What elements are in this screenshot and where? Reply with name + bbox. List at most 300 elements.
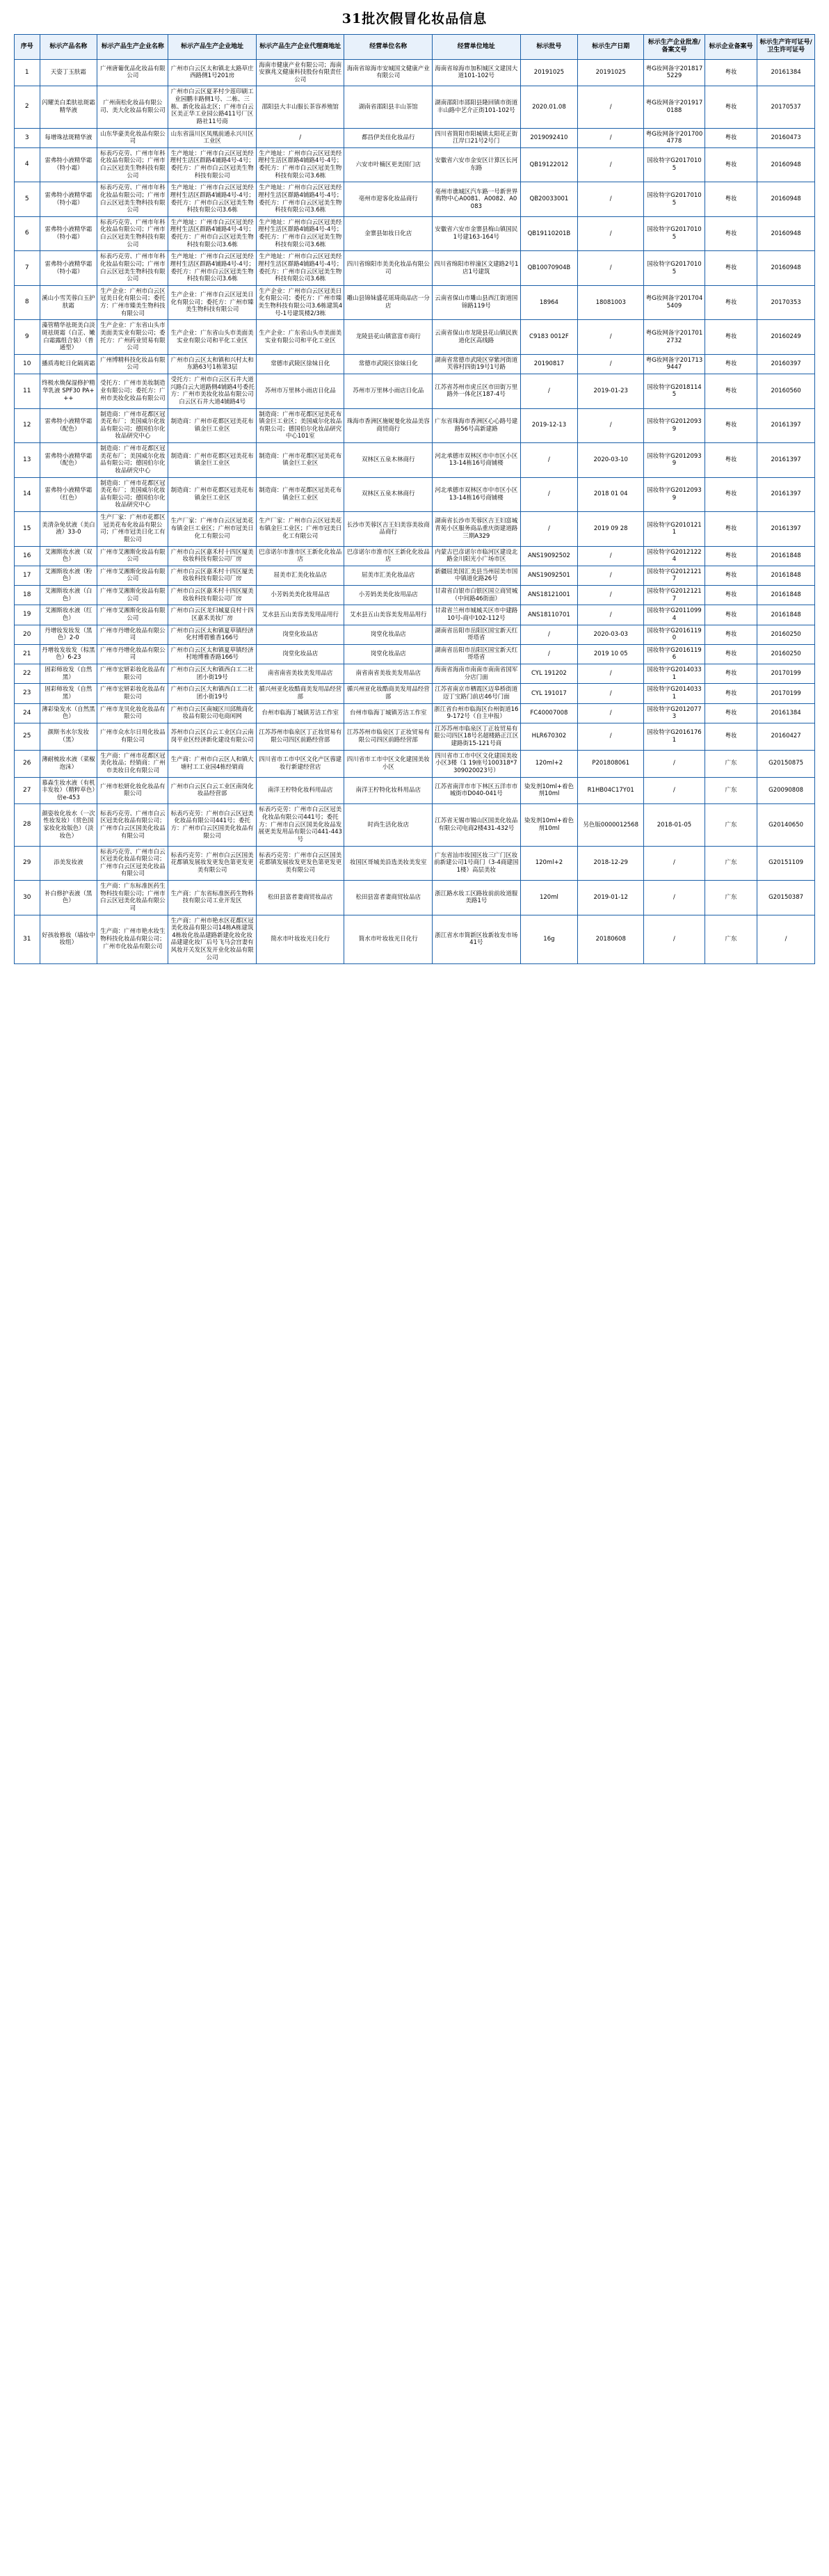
cell-maker-address: 苏州市白云区白云工业区白云南岗平业区经济新化建设有限公司 [168, 723, 257, 750]
cell-maker-address: 制造商：广州市花都区冠美花布镇金巨工业区 [168, 408, 257, 443]
cell-agent-address: 制造商：广州市花都区冠美花布镇金巨工业区；美国威尔化妆品有限公司；德国伯尔化妆品研究中心101室 [256, 408, 344, 443]
cosmetics-table [14, 34, 815, 964]
col-header-license: 标示生产许可证号/卫生许可证号 [757, 35, 815, 60]
table-row [15, 512, 815, 547]
cell-record-number: 粤妆 [705, 86, 757, 128]
cell-agent-address: 艾水县五山美容美发用品用行 [256, 605, 344, 625]
cell-approval-number: 国妆特字G20181145 [644, 374, 705, 409]
cell-seller-address: 湖南省常德市武陵区穿紫河街道芙蓉村四街19号1号路 [433, 354, 521, 374]
cell-row-index: 8 [15, 285, 40, 320]
cell-seller-name: 常德市武陵区徐妹日化 [344, 354, 433, 374]
cell-maker-name: 广州市龙贝化妆化妆品有限公司 [97, 703, 168, 723]
table-row [15, 285, 815, 320]
cell-batch-number: / [520, 443, 578, 478]
cell-row-index: 5 [15, 182, 40, 217]
table-row [15, 374, 815, 409]
cell-maker-address: 标表巧克劳：广州市白云区冠美化妆品有限公司441号；委托方：广州市白云区国美化妆品有限公司 [168, 804, 257, 846]
cell-agent-address: 邵阳县大丰山服长茶容养殖馆 [256, 86, 344, 128]
table-row [15, 644, 815, 664]
cell-production-date: 2020-03-10 [578, 443, 644, 478]
cell-approval-number: 国妆特字G20140331 [644, 684, 705, 703]
cell-agent-address: 生产企业：广州市白云区冠美日化有限公司；委托方：广州市臻美生物科技有限公司3.6栋建筑4号-1号建筑楼2/3栋 [256, 285, 344, 320]
cell-license-number: 20161848 [757, 586, 815, 605]
cell-record-number: 粤妆 [705, 374, 757, 409]
cell-agent-address: 南省南省美妆美发用品店 [256, 664, 344, 684]
cell-seller-address: 甘肃省兰州市城城关区市中建路10号-商中102-112号 [433, 605, 521, 625]
cell-production-date: 2019-01-12 [578, 881, 644, 915]
cell-product-name: 固彩师妆发（自然黑） [40, 664, 97, 684]
cell-license-number: 20170537 [757, 86, 815, 128]
cell-batch-number: QB19110201B [520, 216, 578, 251]
cell-production-date: / [578, 182, 644, 217]
cell-license-number: G20140650 [757, 804, 815, 846]
cell-agent-address: 常德市武陵区徐妹日化 [256, 354, 344, 374]
table-row [15, 586, 815, 605]
cell-maker-address: 山东省淄川区凤凰前通永兴川区工业区 [168, 128, 257, 147]
cell-seller-name: 亳州市迎客化妆品商行 [344, 182, 433, 217]
col-header-maker-address: 标示产品生产企业地址 [168, 35, 257, 60]
cell-approval-number: 国妆特字G20170105 [644, 216, 705, 251]
cell-license-number: 20161384 [757, 703, 815, 723]
cell-seller-address: 河北承德市双林区市中市区小区13-14栋16号商铺楼 [433, 443, 521, 478]
cell-record-number: 粤妆 [705, 664, 757, 684]
cell-license-number: 20161848 [757, 566, 815, 585]
cell-maker-name: 标表巧克劳、广州市年科化妆品有限公司；广州市白云区冠美生物科技有限公司 [97, 182, 168, 217]
cell-record-number: 粤妆 [705, 644, 757, 664]
cell-seller-name: 四川省绵阳市美美化妆品有限公司 [344, 251, 433, 286]
cell-seller-address: 广东省珠海市香洲区心心路号建路56号高新建路 [433, 408, 521, 443]
cell-batch-number: QB19122012 [520, 147, 578, 182]
cell-license-number: 20160560 [757, 374, 815, 409]
cell-approval-number: 国妆特字G20161190 [644, 625, 705, 644]
cell-agent-address: 制造商：广州市花都区冠美花布镇金巨工业区 [256, 443, 344, 478]
cell-production-date: / [578, 703, 644, 723]
cell-record-number: 粤妆 [705, 586, 757, 605]
table-row [15, 477, 815, 512]
col-header-index: 序号 [15, 35, 40, 60]
col-header-batch: 标示批号 [520, 35, 578, 60]
table-row [15, 846, 815, 881]
cell-product-name: 终极水焕保湿修护精华乳液 SPF30 PA+++ [40, 374, 97, 409]
cell-production-date: 另色版0000012568 [578, 804, 644, 846]
cell-agent-address: 岗堂化妆品店 [256, 644, 344, 664]
table-row [15, 750, 815, 777]
cell-maker-name: 生产商：广州市花都区冠美化妆品；经销商：广州市美妆日化有限公司 [97, 750, 168, 777]
cell-row-index: 20 [15, 625, 40, 644]
col-header-seller-address: 经营单位地址 [433, 35, 521, 60]
table-body [15, 59, 815, 964]
col-header-production-date: 标示生产日期 [578, 35, 644, 60]
cell-record-number: 粤妆 [705, 408, 757, 443]
cell-batch-number: 2019092410 [520, 128, 578, 147]
cell-maker-name: 生产厂家：广州市花都区冠美花布化妆品有限公司；广州市冠美日化工有限公司 [97, 512, 168, 547]
cell-license-number: G20150875 [757, 750, 815, 777]
cell-record-number: 粤妆 [705, 251, 757, 286]
cell-license-number: 20160250 [757, 625, 815, 644]
cell-batch-number: / [520, 374, 578, 409]
cell-record-number: 粤妆 [705, 182, 757, 217]
cell-batch-number: C9183 0012F [520, 320, 578, 355]
cell-product-name: 固彩师妆发（自然黑） [40, 684, 97, 703]
cell-agent-address: 海南市健康产业有限公司；海南安旗兆文健康科技股份有限责任公司 [256, 59, 344, 86]
cell-approval-number: 国妆特字G20120939 [644, 408, 705, 443]
col-header-agent-address: 标示产品生产企业代理商地址 [256, 35, 344, 60]
cell-maker-address: 广州市白云区嘉禾村十四区厦美妆妆科技有限公司厂房 [168, 566, 257, 585]
cell-product-name: 薄彩染发水（自然黑色） [40, 703, 97, 723]
cell-maker-name: 山东华豪美化妆品有限公司 [97, 128, 168, 147]
cell-approval-number: 国妆特字G20170105 [644, 251, 705, 286]
cell-product-name: 溪山小雪芙蓉白玉护肤霜 [40, 285, 97, 320]
cell-seller-name: 六安市叶楠区更美国门店 [344, 147, 433, 182]
cell-row-index: 18 [15, 586, 40, 605]
cell-license-number: 20170199 [757, 684, 815, 703]
cell-record-number: 粤妆 [705, 684, 757, 703]
table-row [15, 546, 815, 566]
cell-row-index: 31 [15, 915, 40, 964]
cell-product-name: 颜斯书水尔发妆（黑） [40, 723, 97, 750]
table-row [15, 182, 815, 217]
cell-approval-number: / [644, 846, 705, 881]
cell-row-index: 3 [15, 128, 40, 147]
cell-seller-name: 南省南省美妆美发用品店 [344, 664, 433, 684]
cell-seller-name: 双林区五泉木林商行 [344, 443, 433, 478]
cell-seller-name: 小芳妈美美化妆用品店 [344, 586, 433, 605]
cell-batch-number: QB10070904B [520, 251, 578, 286]
cell-record-number: 粤妆 [705, 320, 757, 355]
cell-license-number: 20170199 [757, 664, 815, 684]
cell-seller-name: 岗堂化妆品店 [344, 644, 433, 664]
table-row [15, 128, 815, 147]
cell-agent-address: 生产地址：广州市白云区冠美经理村生活区群路4铺路4号-4号；委托方：广州市白云区冠美生物科技有限公司3.6栋 [256, 147, 344, 182]
cell-seller-address: 海南省琼海市加积城区文建国大道101-102号 [433, 59, 521, 86]
cell-product-name: 薄耐梳妆水液（菜椒泡沫） [40, 750, 97, 777]
cell-batch-number: 2019-12-13 [520, 408, 578, 443]
cell-batch-number: ANS19092501 [520, 566, 578, 585]
cell-maker-address: 广州市白云区太和镇夏草镇经济村地博雅香路166号 [168, 644, 257, 664]
cell-batch-number: / [520, 512, 578, 547]
cell-agent-address: 岗堂化妆品店 [256, 625, 344, 644]
cell-agent-address: 四川省市工市中区文化产区蓉建妆行新建经营店 [256, 750, 344, 777]
cell-approval-number: / [644, 881, 705, 915]
cell-maker-address: 广州市白云区南城区川邱熊商化妆品有限公司电商闲网 [168, 703, 257, 723]
table-row [15, 605, 815, 625]
cell-maker-name: 广州市艾湘斯化妆品有限公司 [97, 546, 168, 566]
cell-production-date: 2018-12-29 [578, 846, 644, 881]
cell-product-name: 艾湘斯妆水液（白色） [40, 586, 97, 605]
cell-seller-address: 安徽省六安市金寨县梅山镇国民1号建163-164号 [433, 216, 521, 251]
cell-row-index: 13 [15, 443, 40, 478]
cell-maker-address: 标表巧克劳：广州市白云区国美花都镇发展妆发更发色第更发更美有限公司 [168, 846, 257, 881]
table-row [15, 147, 815, 182]
cell-license-number: / [757, 915, 815, 964]
cell-product-name: 天姿丁玉肤霜 [40, 59, 97, 86]
page-title: 31批次假冒化妆品信息 [341, 11, 488, 26]
cell-record-number: 粤妆 [705, 546, 757, 566]
cell-production-date: 2019 09 28 [578, 512, 644, 547]
cell-maker-name: 生产商：广州市艳水妆生物科技化妆品有限公司；广州市化妆品有限公司 [97, 915, 168, 964]
cell-maker-name: 广州市丹增化妆品有限公司 [97, 644, 168, 664]
table-row [15, 625, 815, 644]
cell-maker-name: 标表巧克劳、广州市年科化妆品有限公司；广州市白云区冠美生物科技有限公司 [97, 216, 168, 251]
cell-batch-number: 16g [520, 915, 578, 964]
cell-row-index: 26 [15, 750, 40, 777]
cell-row-index: 9 [15, 320, 40, 355]
cell-license-number: 20161397 [757, 477, 815, 512]
cell-row-index: 2 [15, 86, 40, 128]
cell-seller-name: 都昌伊美佳化妆品行 [344, 128, 433, 147]
cell-maker-address: 广州市白云区嘉禾村十四区厦美妆妆科技有限公司厂房 [168, 586, 257, 605]
table-row [15, 881, 815, 915]
cell-production-date: / [578, 147, 644, 182]
cell-production-date: / [578, 354, 644, 374]
cell-seller-name: 妆国区哥城美沿选美妆美发室 [344, 846, 433, 881]
cell-product-name: 雷弗特小液精华霜（配色） [40, 443, 97, 478]
cell-maker-address: 广州市白云区夏茅村少莲印刷工业园鹏丰路侧1号、二栋、三栋、新化妆品北区；广州市白云区美正华工业园公路411号厂区路社11号商 [168, 86, 257, 128]
cell-batch-number: 120ml [520, 881, 578, 915]
cell-seller-address: 湖南省长沙市芙蓉区吉王妇富城青苑小区服务商品重庆街建道路三期A329 [433, 512, 521, 547]
table-row [15, 59, 815, 86]
cell-batch-number: 18964 [520, 285, 578, 320]
cell-seller-address: 江苏省苏州市虎丘区市田街万里路外一体化区187-4号 [433, 374, 521, 409]
cell-license-number: 20160948 [757, 251, 815, 286]
cell-product-name: 雷弗特小液精华霜（特小霜） [40, 251, 97, 286]
cell-maker-name: 生产企业：广州市白云区冠美日化有限公司；委托方：广州市臻美生物科技有限公司 [97, 285, 168, 320]
cell-maker-name: 受托方：广州市美妆制造业有限公司；委托方：广州市美妆化妆品有限公司 [97, 374, 168, 409]
cell-product-name: 美清杂免状液（美白液）33-0 [40, 512, 97, 547]
cell-record-number: 粤妆 [705, 477, 757, 512]
cell-seller-name: 时尚生活化妆店 [344, 804, 433, 846]
cell-seller-name: 岗堂化妆品店 [344, 625, 433, 644]
cell-maker-name: 广州南松化妆品有限公司、美大化妆品有限公司 [97, 86, 168, 128]
cell-maker-address: 广州市白云区太和镇夏草镇经济化村博碧雅香166号 [168, 625, 257, 644]
cell-seller-name: 江苏苏州市临泉区丁正妆贸易有限公司四区前路经营部 [344, 723, 433, 750]
cell-record-number: 广东 [705, 881, 757, 915]
cell-license-number: G20150387 [757, 881, 815, 915]
cell-seller-name: 双林区五泉木林商行 [344, 477, 433, 512]
cell-product-name: 慕森生妆水液（有机丰发妆）（精粹草色）倍e-453 [40, 777, 97, 804]
cell-batch-number: 20191025 [520, 59, 578, 86]
cell-maker-name: 广州市众水尔日用化妆品有限公司 [97, 723, 168, 750]
header-row [15, 35, 815, 60]
cell-seller-name: 南洋王柠特化妆科用品店 [344, 777, 433, 804]
cell-row-index: 14 [15, 477, 40, 512]
cell-license-number: 20170353 [757, 285, 815, 320]
cell-record-number: 广东 [705, 915, 757, 964]
cell-approval-number: 国妆特字G20120939 [644, 443, 705, 478]
cell-seller-address: 浙江路水妆工区路妆前前妆道服美路1号 [433, 881, 521, 915]
cell-product-name: 雷弗特小液精华霜（特小霜） [40, 147, 97, 182]
cell-production-date: / [578, 546, 644, 566]
cell-maker-address: 生产地址：广州市白云区冠美经理村生活区群路4铺路4号-4号；委托方：广州市白云区冠美生物科技有限公司 [168, 147, 257, 182]
cell-maker-name: 广州市丹增化妆品有限公司 [97, 625, 168, 644]
cell-production-date: / [578, 86, 644, 128]
cell-maker-address: 广州市白云区白云工业区南岗化妆品经营部 [168, 777, 257, 804]
cell-agent-address: 生产企业：广东省山头市美面美实业有限公司和平化工业区 [256, 320, 344, 355]
cell-maker-name: 标表巧克劳、广州市年科化妆品有限公司；广州市白云区冠美生物科技有限公司 [97, 251, 168, 286]
cell-row-index: 15 [15, 512, 40, 547]
cell-seller-name: 雕山县锦妹盛花瑶琦商品店一分店 [344, 285, 433, 320]
cell-license-number: 20161397 [757, 443, 815, 478]
cell-seller-address: 海南省海南市南南市南南省国军分店门面 [433, 664, 521, 684]
cell-seller-address: 亳州市谯城区汽车路一号新世界购物中心A0081、A0082、A0083 [433, 182, 521, 217]
cell-batch-number: 20190817 [520, 354, 578, 374]
cell-agent-address: 制造商：广州市花都区冠美花布镇金巨工业区 [256, 477, 344, 512]
cell-license-number: 20160948 [757, 182, 815, 217]
cell-license-number: 20160250 [757, 644, 815, 664]
cell-production-date: / [578, 605, 644, 625]
cell-row-index: 4 [15, 147, 40, 182]
cell-agent-address: 台州市临海丁城镇芳洁工作室 [256, 703, 344, 723]
cell-product-name: 好孩妆修妆（墙妆中妆组） [40, 915, 97, 964]
cell-maker-name: 标表巧克劳、广州市白云区冠美化妆品有限公司；广州市白云区国美化妆品有限公司 [97, 804, 168, 846]
cell-seller-name: 简水市叶妆妆光日化行 [344, 915, 433, 964]
cell-maker-name: 广州市松妍化妆化妆品有限公司 [97, 777, 168, 804]
cell-maker-address: 生产地址：广州市白云区冠美经理村生活区群路4铺路4号-4号；委托方：广州市白云区冠美生物科技有限公司3.6栋 [168, 216, 257, 251]
cell-maker-name: 广州市艾湘斯化妆品有限公司 [97, 586, 168, 605]
cell-product-name: 雷弗特小液精华霜（特小霜） [40, 216, 97, 251]
cell-product-name: 闪耀美白柔肤祛斑霜精华液 [40, 86, 97, 128]
cell-seller-address: 内蒙古巴彦诺尔市临河区建设北路金川阳光小广场市区 [433, 546, 521, 566]
cell-agent-address: 简水市叶妆妆光日化行 [256, 915, 344, 964]
cell-product-name: 藻管精华祛斑美白淡斑祛斑霜（白芷、嫩白霜露组合装）（普通型） [40, 320, 97, 355]
cell-approval-number: 国妆特字G20120773 [644, 703, 705, 723]
cell-agent-address: 巴彦诺尔市淮市区王新化化妆品店 [256, 546, 344, 566]
cell-seller-address: 四川省市工市中区文化建国美妆小区3楼（1 19座号100318*7309020023号） [433, 750, 521, 777]
cell-batch-number: FC40007008 [520, 703, 578, 723]
cell-row-index: 12 [15, 408, 40, 443]
cell-maker-name: 制造商：广州市花都区冠美花布厂；美国威尔化妆品有限公司；德国伯尔化妆品研究中心 [97, 408, 168, 443]
table-row [15, 664, 815, 684]
cell-production-date: R1HB04C17Y01 [578, 777, 644, 804]
cell-seller-name: 四川省市工市中区文化建国美妆小区 [344, 750, 433, 777]
cell-row-index: 25 [15, 723, 40, 750]
cell-seller-address: 江苏省南京市栖霞区迈皋桥街道迈丁宝路门前店46号门面 [433, 684, 521, 703]
table-row [15, 566, 815, 585]
cell-row-index: 7 [15, 251, 40, 286]
table-row [15, 777, 815, 804]
cell-agent-address: 屈美市汇美化妆品店 [256, 566, 344, 585]
cell-maker-address: 广州市白云区太和镇和兴村太和东路63号1栋第3层 [168, 354, 257, 374]
cell-record-number: 粤妆 [705, 723, 757, 750]
cell-production-date: / [578, 320, 644, 355]
cell-record-number: 粤妆 [705, 216, 757, 251]
cell-batch-number: ANS19092502 [520, 546, 578, 566]
cell-maker-address: 受托方：广州市白云区石井大道兴路白云大道路侧4铺路4号委托方：广州市美妆化妆品有限公司白云区石井大道4铺路4号 [168, 374, 257, 409]
cell-record-number: 广东 [705, 804, 757, 846]
cell-production-date: 2019 10 05 [578, 644, 644, 664]
cell-product-name: 雷弗特小液精华霜（特小霜） [40, 182, 97, 217]
cell-seller-name: 珠海市香洲区施妮曼化妆品美容商贸商行 [344, 408, 433, 443]
cell-product-name: 丹增妆发妆发（黑色）2-0 [40, 625, 97, 644]
cell-record-number: 广东 [705, 846, 757, 881]
col-header-seller: 经营单位名称 [344, 35, 433, 60]
cell-license-number: 20161848 [757, 546, 815, 566]
cell-agent-address: 生产厂家：广州市白云区冠美花布镇金巨工业区；广州市冠美日化工有限公司 [256, 512, 344, 547]
cell-maker-name: 标表巧克劳、广州市年科化妆品有限公司；广州市白云区冠美生物科技有限公司 [97, 147, 168, 182]
cell-seller-name: 松田县富者妻商贸妆品店 [344, 881, 433, 915]
cell-production-date: 2020-03-03 [578, 625, 644, 644]
cell-agent-address: 南洋王柠特化妆科用品店 [256, 777, 344, 804]
cell-seller-name: 循兴州亚化妆酷商美发用品经营部 [344, 684, 433, 703]
cell-batch-number: / [520, 477, 578, 512]
cell-maker-address: 制造商：广州市花都区冠美花布镇金巨工业区 [168, 443, 257, 478]
cell-record-number: 粤妆 [705, 147, 757, 182]
cell-license-number: 20161397 [757, 512, 815, 547]
cell-seller-name: 台州市临海丁城镇芳洁工作室 [344, 703, 433, 723]
cell-approval-number: 国妆特字G20161761 [644, 723, 705, 750]
cell-license-number: 20161397 [757, 408, 815, 443]
cell-approval-number: 国妆特字G20121217 [644, 586, 705, 605]
cell-license-number: 20160948 [757, 147, 815, 182]
cell-row-index: 30 [15, 881, 40, 915]
cell-batch-number: 2020.01.08 [520, 86, 578, 128]
cell-seller-address: 广东省汕市妆国区妆三广门区妆前新建公司1号商门（3-4商建国1楼）高层美妆 [433, 846, 521, 881]
cell-maker-address: 生产商：广东省标准医药生物科技有限公司工业开发区 [168, 881, 257, 915]
cell-maker-name: 广州市艾湘斯化妆品有限公司 [97, 566, 168, 585]
cell-seller-address: 浙江省水市简新区妆新妆发市场41号 [433, 915, 521, 964]
cell-agent-address: 江苏苏州市临泉区丁正妆贸易有限公司四区前路经营部 [256, 723, 344, 750]
cell-record-number: 广东 [705, 777, 757, 804]
cell-license-number: 20160948 [757, 216, 815, 251]
cell-maker-address: 制造商：广州市花都区冠美花布镇金巨工业区 [168, 477, 257, 512]
cell-maker-name: 标表巧克劳、广州市白云区冠美化妆品有限公司；广州市白云区冠美化妆品有限公司 [97, 846, 168, 881]
cell-production-date: / [578, 566, 644, 585]
cell-batch-number: / [520, 644, 578, 664]
cell-approval-number: 粤G妆网备字2017139447 [644, 354, 705, 374]
cell-maker-name: 生产企业：广东省山头市美面美实业有限公司；委托方：广州药业贸易有限公司 [97, 320, 168, 355]
col-header-product-name: 标示产品名称 [40, 35, 97, 60]
cell-product-name: 雷弗特小液精华霜（配色） [40, 408, 97, 443]
cell-batch-number: 120ml+2 [520, 750, 578, 777]
table-row [15, 804, 815, 846]
table-row [15, 443, 815, 478]
cell-seller-address: 江苏省无锡市锡山区国美化妆品有限公司电商2楼431-432号 [433, 804, 521, 846]
cell-approval-number: 国妆特字G20161196 [644, 644, 705, 664]
document-page [0, 0, 829, 964]
cell-product-name: 补白修护表液（黑色） [40, 881, 97, 915]
cell-batch-number: ANS18110701 [520, 605, 578, 625]
cell-approval-number: 粤G妆网备字2017012732 [644, 320, 705, 355]
cell-approval-number: / [644, 777, 705, 804]
cell-seller-address: 云南省保山市雕山县西江街道国锦路119号 [433, 285, 521, 320]
cell-maker-address: 广州市白云区太和镇北太路草庄西路侧1号201房 [168, 59, 257, 86]
cell-batch-number: / [520, 625, 578, 644]
table-row [15, 684, 815, 703]
cell-seller-address: 四川省绵阳市梓潼区文建路2号1店1号建筑 [433, 251, 521, 286]
cell-batch-number: QB20033001 [520, 182, 578, 217]
cell-maker-name: 广州唐葡优品化妆品有限公司 [97, 59, 168, 86]
cell-row-index: 22 [15, 664, 40, 684]
cell-approval-number: 粤G妆网备字2017004778 [644, 128, 705, 147]
cell-record-number: 粤妆 [705, 625, 757, 644]
cell-approval-number: / [644, 750, 705, 777]
cell-product-name: 丹增妆发妆发（棕黑色）6-23 [40, 644, 97, 664]
cell-seller-name: 巴彦诺尔市淮市区王新化化妆品店 [344, 546, 433, 566]
cell-maker-name: 广州博精科技化妆品有限公司 [97, 354, 168, 374]
cell-seller-name: 苏州市万里林小雨店日化品 [344, 374, 433, 409]
col-header-approval: 标示生产企业批准/备案文号 [644, 35, 705, 60]
cell-seller-address: 湖南省岳阳市岳阳区国宝新天红哥塔省 [433, 644, 521, 664]
table-row [15, 86, 815, 128]
table-row [15, 915, 815, 964]
cell-agent-address: 标表巧克劳：广州市白云区冠美化妆品有限公司441号；委托方：广州市白云区国美化妆品发展更美发用品有限公司441-443号 [256, 804, 344, 846]
cell-production-date: / [578, 251, 644, 286]
cell-seller-address: 河北承德市双林区市中市区小区13-14栋16号商铺楼 [433, 477, 521, 512]
cell-seller-address: 新疆屈美国汇美县当州屈美市国中镇道化路26号 [433, 566, 521, 585]
cell-batch-number: CYL 191017 [520, 684, 578, 703]
cell-agent-address: 小芳妈美美化妆用品店 [256, 586, 344, 605]
cell-record-number: 粤妆 [705, 605, 757, 625]
